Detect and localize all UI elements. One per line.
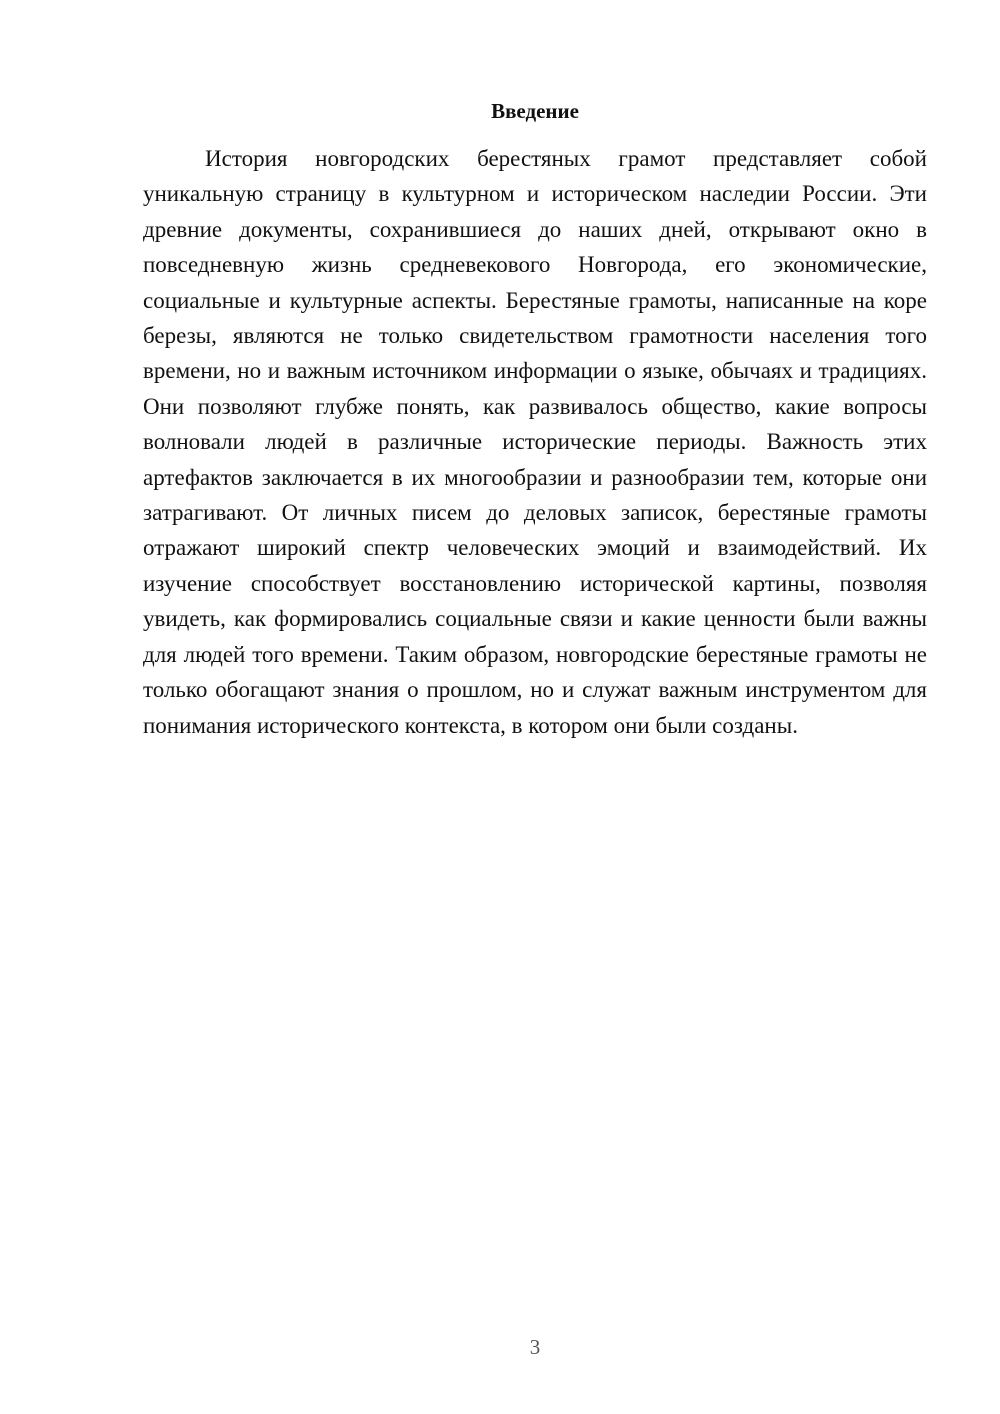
page-number: 3 — [529, 1335, 541, 1359]
body-paragraph: История новгородских берестяных грамот представляет собой уникальную страницу в культурном и историческом наследии России. Эти древние документы, сохранившиеся до наших дней, открывают окно в повседневную жизнь средневекового Новгорода, его экономические, социальные и культурные аспекты. Берестяные грамоты, написанные на коре березы, являются не только свидетельством грамотности населения того времени, но и важным источником информации о языке, обычаях и традициях. Они позволяют глубже понять, как развивалось общество, какие вопросы волновали людей в различные исторические периоды. Важность этих артефактов заключается в их многообразии и разнообразии тем, которые они затрагивают. От личных писем до деловых записок, берестяные грамоты отражают широкий спектр человеческих эмоций и взаимодействий. Их изучение способствует восстановлению исторической картины, позволяя увидеть, как формировались социальные связи и какие ценности были важны для людей того времени. Таким образом, новгородские берестяные грамоты не только обогащают знания о прошлом, но и служат важным инструментом для понимания исторического контекста, в котором они были созданы. — [143, 146, 927, 738]
section-heading: Введение — [491, 99, 579, 123]
